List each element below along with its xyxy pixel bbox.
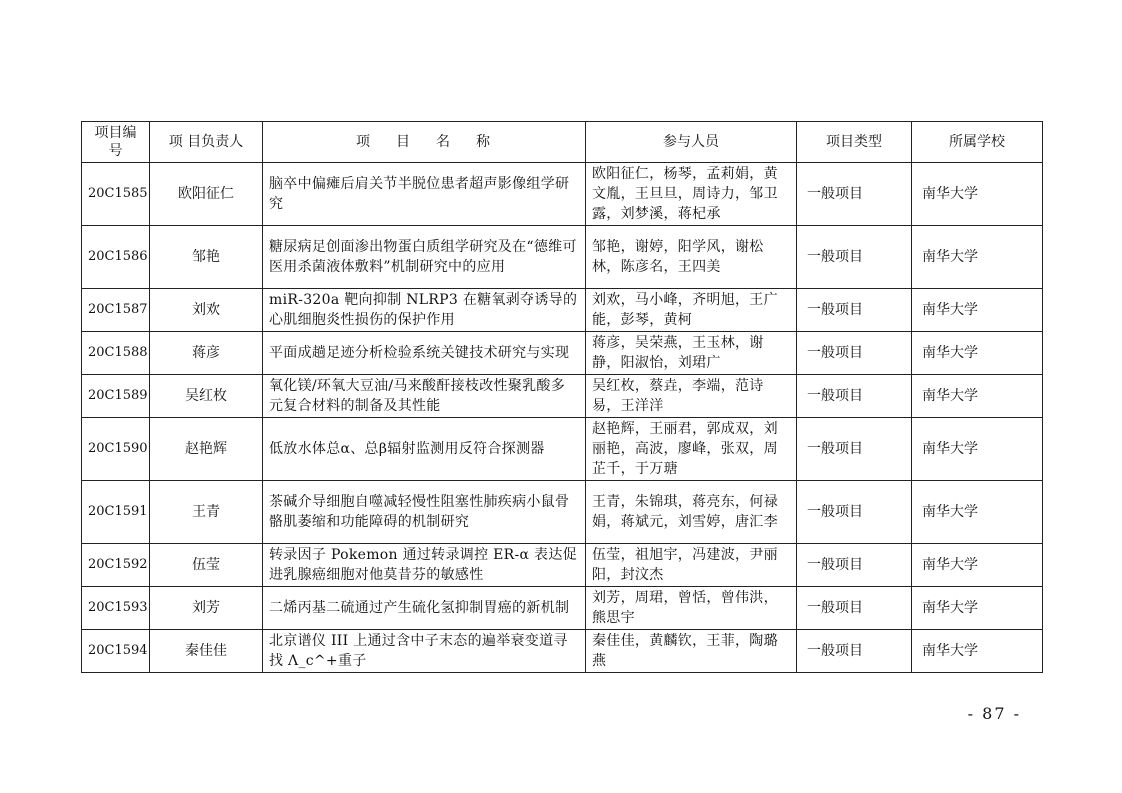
project-members: 伍莹，祖旭宇，冯建波，尹丽阳，封汶杰 [586, 544, 797, 587]
project-name: 茶碱介导细胞自噬减轻慢性阻塞性肺疾病小鼠骨骼肌萎缩和功能障碍的机制研究 [263, 481, 586, 544]
project-school: 南华大学 [912, 587, 1043, 630]
project-school: 南华大学 [912, 226, 1043, 289]
project-code: 20C1588 [82, 332, 150, 375]
project-name: 北京谱仪 III 上通过含中子末态的遍举衰变道寻找 Λ_c^+重子 [263, 630, 586, 673]
project-lead: 秦佳佳 [150, 630, 263, 673]
project-school: 南华大学 [912, 481, 1043, 544]
header-code: 项目编号 [82, 122, 150, 163]
project-code: 20C1593 [82, 587, 150, 630]
table-row [82, 375, 1043, 418]
table-row [82, 544, 1043, 587]
project-lead: 蒋彦 [150, 332, 263, 375]
project-type: 一般项目 [797, 630, 912, 673]
table-row [82, 418, 1043, 481]
project-type: 一般项目 [797, 587, 912, 630]
project-school: 南华大学 [912, 163, 1043, 226]
project-members: 赵艳辉，王丽君，郭成双，刘丽艳，高波，廖峰，张双，周芷千，于万瑭 [586, 418, 797, 481]
table-row [82, 587, 1043, 630]
project-type: 一般项目 [797, 289, 912, 332]
project-name: 二烯丙基二硫通过产生硫化氢抑制胃癌的新机制 [263, 587, 586, 630]
project-lead: 王青 [150, 481, 263, 544]
header-name: 项目名称 [263, 122, 586, 163]
project-name: 平面成趟足迹分析检验系统关键技术研究与实现 [263, 332, 586, 375]
table-row [82, 226, 1043, 289]
project-code: 20C1590 [82, 418, 150, 481]
table-row [82, 630, 1043, 673]
project-name: miR-320a 靶向抑制 NLRP3 在糖氧剥夺诱导的心肌细胞炎性损伤的保护作用 [263, 289, 586, 332]
project-members: 刘芳，周珺，曾恬，曾伟洪，熊思宇 [586, 587, 797, 630]
project-school: 南华大学 [912, 289, 1043, 332]
project-members: 秦佳佳，黄麟钦，王菲，陶璐燕 [586, 630, 797, 673]
project-code: 20C1586 [82, 226, 150, 289]
project-type: 一般项目 [797, 418, 912, 481]
project-members: 刘欢，马小峰，齐明旭，王广能，彭琴，黄柯 [586, 289, 797, 332]
project-lead: 欧阳征仁 [150, 163, 263, 226]
project-members: 吴红枚，蔡垚，李端，范诗易，王洋洋 [586, 375, 797, 418]
project-members: 王青，朱锦琪，蒋亮东，何禄娟，蒋斌元，刘雪婷，唐汇李 [586, 481, 797, 544]
project-name: 氧化镁/环氧大豆油/马来酸酐接枝改性聚乳酸多元复合材料的制备及其性能 [263, 375, 586, 418]
project-name: 糖尿病足创面渗出物蛋白质组学研究及在“德维可医用杀菌液体敷料”机制研究中的应用 [263, 226, 586, 289]
project-name: 脑卒中偏瘫后肩关节半脱位患者超声影像组学研究 [263, 163, 586, 226]
project-code: 20C1594 [82, 630, 150, 673]
project-lead: 赵艳辉 [150, 418, 263, 481]
project-school: 南华大学 [912, 332, 1043, 375]
project-lead: 刘欢 [150, 289, 263, 332]
project-type: 一般项目 [797, 375, 912, 418]
project-type: 一般项目 [797, 332, 912, 375]
project-members: 蒋彦，吴荣燕，王玉林，谢静，阳淑怡，刘珺广 [586, 332, 797, 375]
table-row [82, 481, 1043, 544]
header-type: 项目类型 [797, 122, 912, 163]
project-members: 欧阳征仁，杨琴，孟莉娟，黄文胤，王旦旦，周诗力，邹卫露，刘梦溪，蒋杞承 [586, 163, 797, 226]
project-school: 南华大学 [912, 418, 1043, 481]
project-school: 南华大学 [912, 375, 1043, 418]
header-members: 参与人员 [586, 122, 797, 163]
table-row [82, 163, 1043, 226]
header-lead: 项 目负责人 [150, 122, 263, 163]
page-number: - 87 - [967, 704, 1021, 723]
project-code: 20C1591 [82, 481, 150, 544]
project-school: 南华大学 [912, 630, 1043, 673]
project-type: 一般项目 [797, 544, 912, 587]
project-code: 20C1589 [82, 375, 150, 418]
project-type: 一般项目 [797, 163, 912, 226]
project-code: 20C1587 [82, 289, 150, 332]
project-type: 一般项目 [797, 481, 912, 544]
table-row [82, 332, 1043, 375]
project-code: 20C1585 [82, 163, 150, 226]
project-type: 一般项目 [797, 226, 912, 289]
project-members: 邹艳，谢婷，阳学风，谢松林，陈彦名，王四美 [586, 226, 797, 289]
projects-table [81, 121, 1043, 673]
header-school: 所属学校 [912, 122, 1043, 163]
table-header-row [82, 122, 1043, 163]
project-code: 20C1592 [82, 544, 150, 587]
project-lead: 吴红枚 [150, 375, 263, 418]
project-name: 转录因子 Pokemon 通过转录调控 ER-α 表达促进乳腺癌细胞对他莫昔芬的敏感性 [263, 544, 586, 587]
project-lead: 刘芳 [150, 587, 263, 630]
table-row [82, 289, 1043, 332]
project-lead: 邹艳 [150, 226, 263, 289]
project-lead: 伍莹 [150, 544, 263, 587]
project-school: 南华大学 [912, 544, 1043, 587]
project-name: 低放水体总α、总β辐射监测用反符合探测器 [263, 418, 586, 481]
